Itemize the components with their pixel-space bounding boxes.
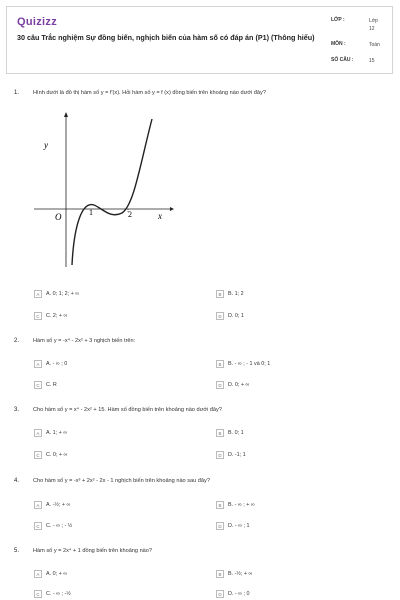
option-letter-box: D <box>216 522 224 530</box>
option-c[interactable] <box>34 451 67 461</box>
option-c[interactable] <box>34 590 71 600</box>
subject-label: MÔN : <box>331 41 346 47</box>
y-axis-label: y <box>44 140 48 150</box>
count-label: SỐ CÂU : <box>331 57 354 63</box>
option-a[interactable] <box>34 501 70 511</box>
option-text: B. - ∞ ; + ∞ <box>228 502 255 508</box>
question-text: Hàm số y = -x⁴ - 2x² + 3 nghịch biến trên: <box>33 338 136 344</box>
worksheet-header <box>6 6 393 74</box>
quizizz-logo: Quizizz <box>17 16 57 28</box>
option-a[interactable] <box>34 290 79 300</box>
option-letter-box: A <box>34 570 42 578</box>
option-text: A. 1; + ∞ <box>46 430 68 436</box>
x-axis-arrow <box>170 207 174 211</box>
option-letter-box: B <box>216 290 224 298</box>
question-text: Cho hàm số y = x⁴ - 2x² + 15. Hàm số đồng biến trên khoảng nào dưới đây? <box>33 407 222 413</box>
option-d[interactable] <box>216 381 249 391</box>
derivative-graph <box>30 105 180 270</box>
option-text: D. 0; 1 <box>228 313 244 319</box>
option-d[interactable] <box>216 451 246 461</box>
option-letter-box: A <box>34 290 42 298</box>
option-b[interactable] <box>216 360 270 370</box>
option-text: B. 0; 1 <box>228 430 244 436</box>
option-letter-box: B <box>216 501 224 509</box>
option-b[interactable] <box>216 501 255 511</box>
option-b[interactable] <box>216 570 252 580</box>
option-b[interactable] <box>216 290 244 300</box>
question-number: 3. <box>14 407 20 413</box>
option-text: D. - ∞ ; 1 <box>228 523 250 529</box>
count-value: 15 <box>369 58 375 64</box>
worksheet-title: 30 câu Trắc nghiệm Sự đồng biến, nghịch biến của hàm số có đáp án (P1) (Thông hiểu) <box>17 33 315 42</box>
option-letter-box: A <box>34 429 42 437</box>
option-letter-box: A <box>34 360 42 368</box>
option-letter-box: C <box>34 590 42 598</box>
option-c[interactable] <box>34 522 72 532</box>
option-letter-box: C <box>34 451 42 459</box>
tick-label-2: 2 <box>128 210 132 219</box>
question-number: 2. <box>14 338 20 344</box>
option-letter-box: D <box>216 312 224 320</box>
option-letter-box: B <box>216 360 224 368</box>
option-letter-box: B <box>216 429 224 437</box>
option-d[interactable] <box>216 312 244 322</box>
option-c[interactable] <box>34 312 67 322</box>
option-text: C. R <box>46 382 57 388</box>
option-letter-box: D <box>216 590 224 598</box>
class-label: LỚP : <box>331 17 345 23</box>
option-letter-box: D <box>216 451 224 459</box>
function-curve <box>72 119 152 265</box>
question-text: Cho hàm số y = -x³ + 2x² - 2x - 1 nghịch biến trên khoảng nào sau đây? <box>33 478 210 484</box>
option-text: C. 0; + ∞ <box>46 452 68 458</box>
class-value: Lớp 12 <box>369 18 378 32</box>
option-text: B. -½; + ∞ <box>228 571 253 577</box>
option-b[interactable] <box>216 429 244 439</box>
option-text: A. 0; + ∞ <box>46 571 68 577</box>
option-text: D. - ∞ ; 0 <box>228 591 250 597</box>
option-a[interactable] <box>34 570 67 580</box>
option-text: C. - ∞ ; - ½ <box>46 523 73 529</box>
option-text: D. 0; + ∞ <box>228 382 250 388</box>
option-a[interactable] <box>34 360 67 370</box>
x-axis-label: x <box>158 211 162 221</box>
subject-value: Toán <box>369 42 380 48</box>
question-text: Hàm số y = 2x⁴ + 1 đồng biến trên khoảng nào? <box>33 548 153 554</box>
question-number: 4. <box>14 478 20 484</box>
option-a[interactable] <box>34 429 67 439</box>
tick-label-1: 1 <box>89 208 93 217</box>
origin-label: O <box>55 212 62 222</box>
option-text: C. - ∞ ; -½ <box>46 591 71 597</box>
option-d[interactable] <box>216 522 250 532</box>
option-letter-box: B <box>216 570 224 578</box>
option-text: D. -1; 1 <box>228 452 246 458</box>
option-letter-box: D <box>216 381 224 389</box>
option-text: C. 2; + ∞ <box>46 313 68 319</box>
option-text: A. - ∞ ; 0 <box>46 361 68 367</box>
option-text: B. - ∞ ; - 1 và 0; 1 <box>228 361 271 367</box>
question-number: 5. <box>14 548 20 554</box>
option-letter-box: C <box>34 312 42 320</box>
option-d[interactable] <box>216 590 250 600</box>
option-letter-box: C <box>34 381 42 389</box>
y-axis-arrow <box>64 112 68 117</box>
question-number: 1. <box>14 90 20 96</box>
option-letter-box: A <box>34 501 42 509</box>
option-text: B. 1; 2 <box>228 291 244 297</box>
option-c[interactable] <box>34 381 57 391</box>
option-letter-box: C <box>34 522 42 530</box>
option-text: A. 0; 1; 2; + ∞ <box>46 291 80 297</box>
question-text: Hình dưới là đồ thị hàm số y = f'(x). Hỏi hàm số y = f (x) đồng biến trên khoảng nào dưới đây? <box>33 90 266 96</box>
option-text: A. -½; + ∞ <box>46 502 71 508</box>
